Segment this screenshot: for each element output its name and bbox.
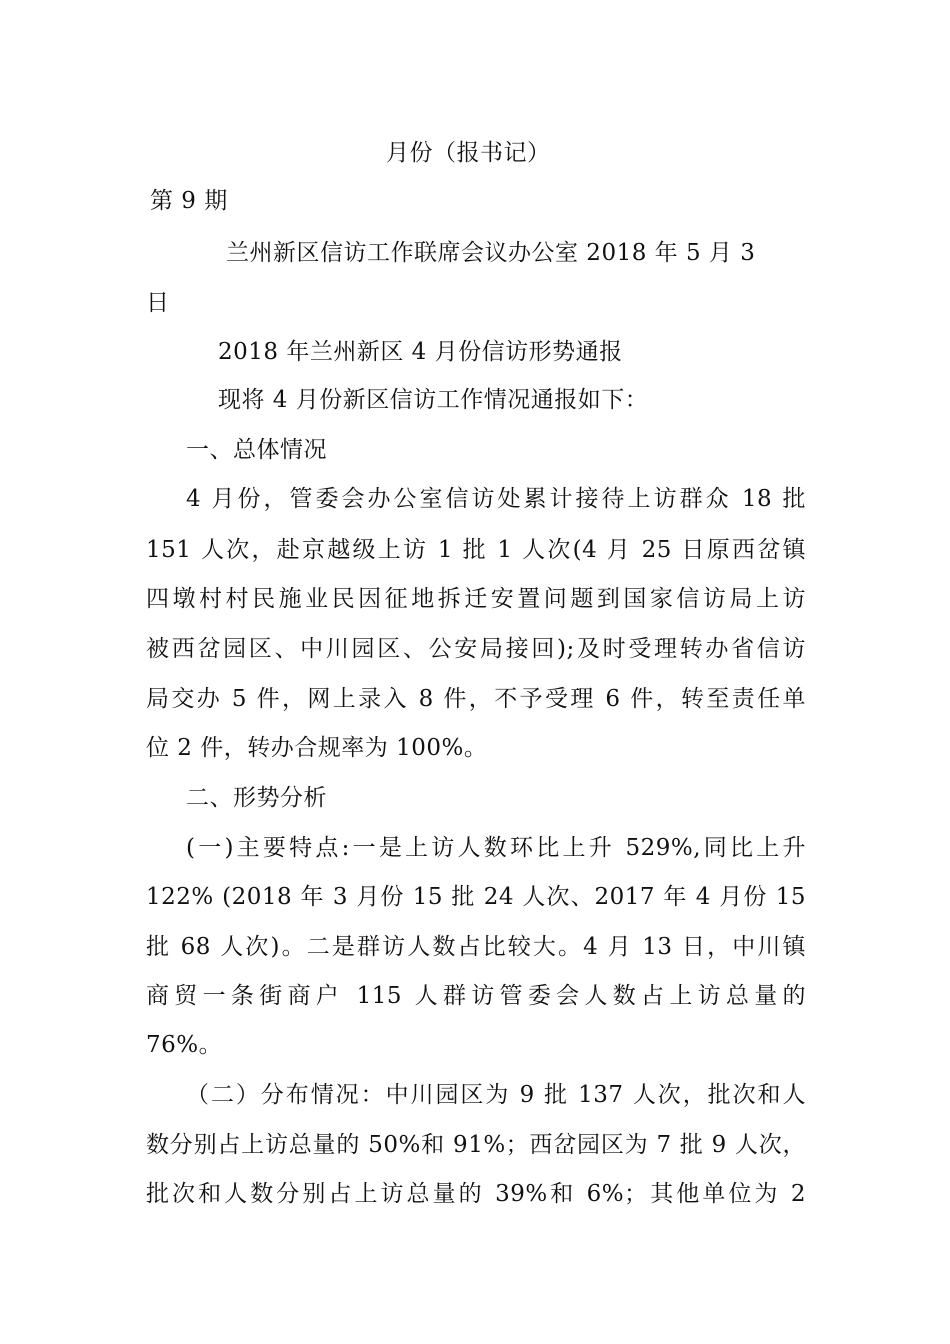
report-title: 2018 年兰州新区 4 月份信访形势通报: [218, 339, 623, 365]
paragraph-line: 被西岔园区、中川园区、公安局接回);及时受理转办省信访: [146, 636, 806, 662]
paragraph-line: 76%。: [146, 1032, 223, 1058]
paragraph-line: 局交办 5 件，网上录入 8 件，不予受理 6 件，转至责任单: [146, 686, 806, 712]
paragraph-line: (一)主要特点:一是上访人数环比上升 529%,同比上升: [186, 835, 806, 861]
paragraph-line: 商贸一条街商户 115 人群访管委会人数占上访总量的: [146, 983, 806, 1009]
paragraph-line: 四墩村村民施业民因征地拆迁安置问题到国家信访局上访: [146, 586, 806, 612]
paragraph-line: 位 2 件，转办合规率为 100%。: [146, 735, 488, 761]
intro-paragraph: 现将 4 月份新区信访工作情况通报如下：: [218, 387, 649, 413]
paragraph-line: 122% (2018 年 3 月份 15 批 24 人次、2017 年 4 月份 15: [146, 884, 806, 910]
issue-number: 第 9 期: [150, 188, 228, 214]
office-date-line-cont: 日: [146, 290, 170, 316]
section-heading-overall: 一、总体情况: [186, 437, 327, 463]
office-date-line: 兰州新区信访工作联席会议办公室 2018 年 5 月 3: [226, 240, 756, 266]
paragraph-line: 数分别占上访总量的 50%和 91%；西岔园区为 7 批 9 人次，: [146, 1132, 806, 1158]
paragraph-line: 批 68 人次)。二是群访人数占比较大。4 月 13 日，中川镇: [146, 934, 806, 960]
paragraph-line: 4 月份，管委会办公室信访处累计接待上访群众 18 批: [186, 486, 806, 512]
paragraph-line: 151 人次，赴京越级上访 1 批 1 人次(4 月 25 日原西岔镇: [146, 537, 806, 563]
section-heading-analysis: 二、形势分析: [186, 785, 327, 811]
paragraph-line: （二）分布情况：中川园区为 9 批 137 人次，批次和人: [186, 1082, 806, 1108]
doc-header: 月份（报书记）: [386, 140, 551, 166]
paragraph-line: 批次和人数分别占上访总量的 39%和 6%；其他单位为 2: [146, 1181, 806, 1207]
